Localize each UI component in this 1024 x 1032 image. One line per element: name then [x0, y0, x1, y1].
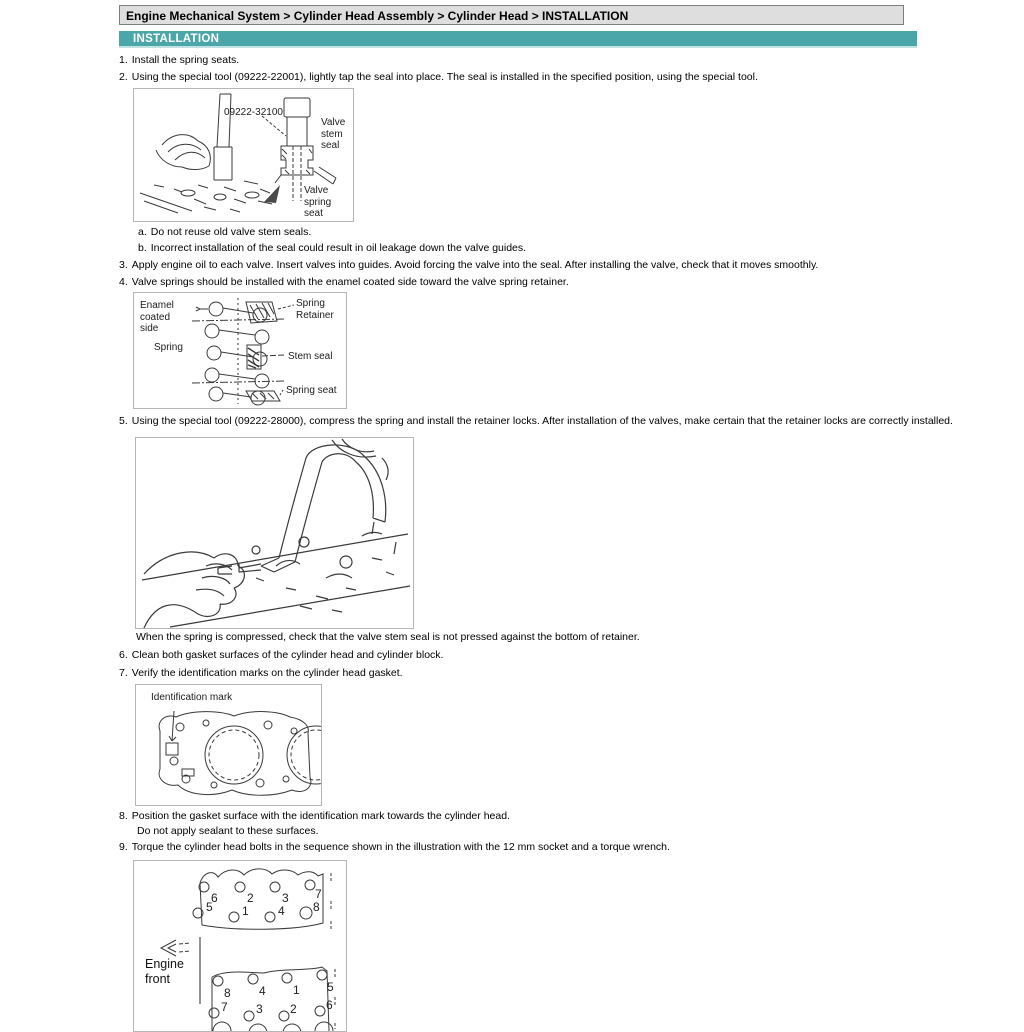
sealant-note: Do not apply sealant to these surfaces.: [137, 825, 319, 837]
step-number: 4.: [119, 276, 128, 288]
spring-label: Spring: [154, 342, 183, 353]
bolt-number: 1: [293, 983, 300, 997]
step-2: [119, 71, 758, 84]
step-text: Position the gasket surface with the identification mark towards the cylinder head.: [131, 810, 510, 822]
step-8: [119, 810, 510, 823]
note-text: Incorrect installation of the seal could result in oil leakage down the valve guides.: [150, 242, 527, 254]
valve-stem-seal-label: Valve stem seal: [321, 117, 346, 151]
bolt-number: 3: [256, 1002, 263, 1016]
enamel-coated-side-label: Enamel coated side: [140, 300, 174, 334]
bolt-number: 1: [242, 904, 249, 918]
bolt-number: 8: [313, 900, 320, 914]
spring-seat-label: Spring seat: [286, 385, 337, 396]
figure-spring-diagram: [133, 292, 347, 409]
step-3: [119, 259, 818, 272]
bolt-number: 3: [282, 891, 289, 905]
spring-note: When the spring is compressed, check that the valve stem seal is not pressed against the bottom of retainer.: [136, 631, 640, 643]
valve-spring-seat-label: Valve spring seat: [304, 185, 332, 219]
section-title: INSTALLATION: [133, 32, 220, 45]
step-text: Torque the cylinder head bolts in the sequence shown in the illustration with the 12 mm socket and a torque wrench.: [131, 841, 670, 853]
identification-mark-label: Identification mark: [151, 692, 233, 703]
bolt-number: 6: [326, 998, 333, 1012]
step-number: 9.: [119, 841, 128, 853]
stem-seal-label: Stem seal: [288, 351, 333, 362]
figure-gasket: [135, 684, 322, 806]
note-letter: a.: [138, 226, 147, 238]
note-letter: b.: [138, 242, 147, 254]
figure-bolt-sequence: [133, 860, 347, 1032]
bolt-number: 2: [247, 891, 254, 905]
left-arrow-icon: [161, 937, 193, 957]
bolt-number: 4: [259, 984, 266, 998]
bolt-number: 2: [290, 1002, 297, 1016]
step-number: 1.: [119, 54, 128, 66]
bolt-number: 8: [224, 986, 231, 1000]
step-1: [119, 54, 239, 67]
figure-spring-compress: [135, 437, 414, 629]
bolt-number: 5: [206, 900, 213, 914]
installation-banner: [119, 31, 917, 48]
bolt-number: 6: [211, 891, 218, 905]
figure-seal-install: [133, 88, 354, 222]
step-number: 7.: [119, 667, 128, 679]
step-text: Clean both gasket surfaces of the cylinder head and cylinder block.: [131, 649, 444, 661]
step-text: Using the special tool (09222-22001), lightly tap the seal into place. The seal is installed in the specified position, using the special tool.: [131, 71, 758, 83]
step-text: Verify the identification marks on the cylinder head gasket.: [131, 667, 403, 679]
step-number: 8.: [119, 810, 128, 822]
step-number: 3.: [119, 259, 128, 271]
step-text: Apply engine oil to each valve. Insert valves into guides. Avoid forcing the valve into the seal. After installing the valve, check that it moves smoothly.: [131, 259, 819, 271]
step-5: [119, 415, 953, 428]
step-number: 5.: [119, 415, 128, 427]
bolt-numbers: [206, 887, 334, 1016]
spring-retainer-label: Spring Retainer: [296, 298, 334, 321]
step-text: Install the spring seats.: [131, 54, 240, 66]
bolt-number: 7: [315, 887, 322, 901]
breadcrumb: Engine Mechanical System > Cylinder Head Assembly > Cylinder Head > INSTALLATION: [126, 8, 629, 23]
spring-compress-illustration: [136, 438, 413, 628]
breadcrumb-bar: [119, 5, 904, 25]
step-number: 6.: [119, 649, 128, 661]
engine-front-label: Engine front: [145, 957, 184, 986]
bolt-number: 7: [221, 1000, 228, 1014]
step-6: [119, 649, 443, 662]
bolt-number: 5: [327, 980, 334, 994]
step-9: [119, 841, 670, 854]
step-number: 2.: [119, 71, 128, 83]
note-text: Do not reuse old valve stem seals.: [150, 226, 312, 238]
note-a: [138, 226, 311, 239]
step-7: [119, 667, 403, 680]
step-4: [119, 276, 569, 289]
note-b: [138, 242, 526, 255]
tool-number-label: 09222-32100: [224, 107, 283, 118]
step-text: Using the special tool (09222-28000), compress the spring and install the retainer locks. After installation of the valves, make certain that the retainer locks are correctly installed.: [131, 415, 953, 427]
bolt-number: 4: [278, 904, 285, 918]
step-text: Valve springs should be installed with the enamel coated side toward the valve spring retainer.: [131, 276, 569, 288]
